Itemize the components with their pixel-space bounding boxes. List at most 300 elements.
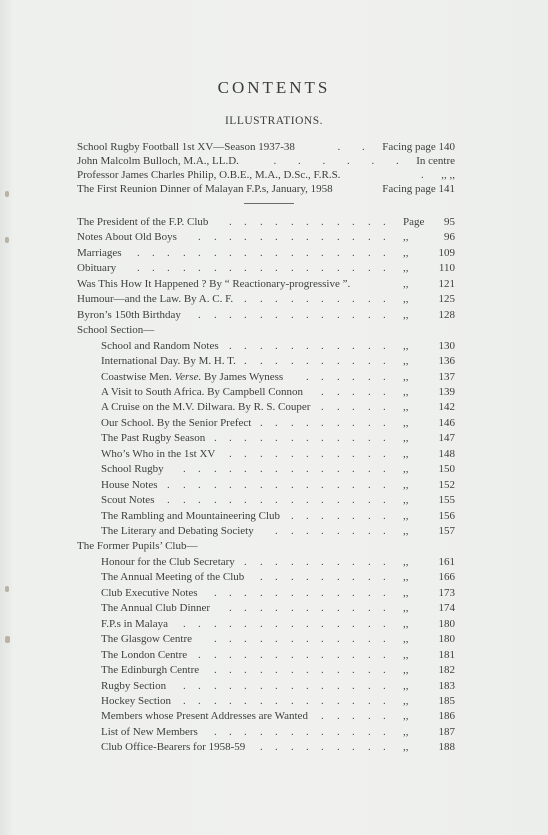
leader-dot: . [321, 479, 324, 491]
leader-dot: . [368, 633, 371, 645]
leader-dot: . [260, 695, 263, 707]
leader-dot: . [352, 587, 355, 599]
leader-dot: . [352, 664, 355, 676]
leader-dot: . [337, 695, 340, 707]
leader-dot: . [383, 510, 386, 522]
leader-dot: . [260, 649, 263, 661]
leader-dot: . [368, 726, 371, 738]
leader-dot: . [352, 649, 355, 661]
leader-dot: . [337, 726, 340, 738]
leader-dot: . [275, 309, 278, 321]
leader-dot: . [337, 571, 340, 583]
leader-dot: . [244, 633, 247, 645]
leader-dot: . [291, 494, 294, 506]
contents-entry [77, 308, 455, 322]
leader-dot: . [260, 602, 263, 614]
leader-dot: . [368, 602, 371, 614]
leader-dot: . [352, 510, 355, 522]
leader-dot: . [291, 262, 294, 274]
leader-dot: . [352, 216, 355, 228]
leader-dot: . [244, 726, 247, 738]
leader-dot: . [244, 602, 247, 614]
leader-dot: . [291, 463, 294, 475]
leader-dot: . [260, 618, 263, 630]
leader-dot: . [306, 602, 309, 614]
entry-title: Obituary [77, 262, 117, 274]
leader-dot: . [244, 556, 247, 568]
leader-dot: . [352, 247, 355, 259]
leader-dot: . [337, 664, 340, 676]
leader-dot: . [337, 525, 340, 537]
entry-title: School Rugby [101, 463, 164, 475]
leader-dot: . [229, 309, 232, 321]
leader-dot: . [383, 479, 386, 491]
leader-dot: . [275, 726, 278, 738]
page-label: Page [403, 216, 425, 228]
leader-dot: . [383, 293, 386, 305]
leader-dot: . [214, 494, 217, 506]
leader-dot: . [291, 680, 294, 692]
leader-dot: . [275, 448, 278, 460]
leader-dot: . [137, 247, 140, 259]
entry-title: List of New Members [101, 726, 198, 738]
leader-dot: . [321, 231, 324, 243]
leader-dot: . [214, 695, 217, 707]
leader-dot: . [275, 587, 278, 599]
contents-entry [101, 524, 455, 538]
leader-dot: . [321, 494, 324, 506]
illustration-location: Facing page 141 [382, 183, 455, 195]
leader-dot: . [306, 556, 309, 568]
leader-dot: . [383, 587, 386, 599]
leader-dot: . [291, 293, 294, 305]
leader-dot: . [229, 463, 232, 475]
page-number: 157 [438, 525, 455, 537]
leader-dot: . [198, 262, 201, 274]
leader-dot: . [260, 293, 263, 305]
leader-dot: . [275, 355, 278, 367]
leader-dot: . [368, 680, 371, 692]
leader-dot: . [321, 371, 324, 383]
leader-dot: . [275, 633, 278, 645]
leader-dot: . [337, 432, 340, 444]
leader-dot: . [383, 602, 386, 614]
leader-dot: . [321, 571, 324, 583]
ditto-mark: ,, [403, 680, 409, 692]
leader-dot: . [321, 587, 324, 599]
leader-dot: . [214, 432, 217, 444]
page-number: 182 [438, 664, 455, 676]
leader-dot: . [368, 417, 371, 429]
leader-dot: . [244, 355, 247, 367]
entry-title: The Rambling and Mountaineering Club [101, 510, 281, 522]
leader-dot: . [229, 432, 232, 444]
page-number: 181 [438, 649, 455, 661]
leader-dot: . [260, 247, 263, 259]
leader-dot: . [275, 479, 278, 491]
ditto-mark: ,, [403, 340, 409, 352]
leader-dot: . [306, 216, 309, 228]
entry-title: The President of the F.P. Club [77, 216, 209, 228]
ditto-mark: ,, [403, 386, 409, 398]
paper-blemish [5, 237, 9, 243]
leader-dot: . [306, 741, 309, 753]
leader-dot: . [383, 649, 386, 661]
ditto-mark: ,, [403, 741, 409, 753]
leader-dot: . [291, 695, 294, 707]
leader-dot: . [306, 463, 309, 475]
entry-title: International Day. By M. H. T. [101, 355, 236, 367]
contents-entry [77, 292, 455, 306]
contents-entry [101, 601, 455, 615]
leader-dot: . [275, 680, 278, 692]
leader-dot: . [368, 216, 371, 228]
leader-dot: . [260, 340, 263, 352]
page-number: 174 [438, 602, 455, 614]
leader-dot: . [352, 710, 355, 722]
leader-dot: . [321, 602, 324, 614]
leader-dot: . [321, 386, 324, 398]
leader-dot: . [167, 494, 170, 506]
leader-dot: . [291, 417, 294, 429]
ditto-mark: ,, [403, 448, 409, 460]
leader-dot: . [244, 618, 247, 630]
leader-dot: . [291, 525, 294, 537]
leader-dot: . [337, 247, 340, 259]
page-number: 121 [438, 278, 455, 290]
illustrations-heading: ILLUSTRATIONS. [224, 115, 324, 127]
leader-dot: . [321, 556, 324, 568]
leader-dot: . [183, 494, 186, 506]
leader-dot: . [291, 649, 294, 661]
leader-dot: . [337, 494, 340, 506]
leader-dot: . [337, 340, 340, 352]
leader-dot: . [291, 726, 294, 738]
entry-title: The Annual Meeting of the Club [101, 571, 245, 583]
leader-dot: . [152, 262, 155, 274]
leader-dot: . [368, 556, 371, 568]
page-number: 139 [438, 386, 455, 398]
leader-dot: . [244, 680, 247, 692]
leader-dot: . [321, 216, 324, 228]
leader-dot: . [229, 633, 232, 645]
leader-dot: . [368, 741, 371, 753]
contents-entry [101, 725, 455, 739]
leader-dot: . [383, 448, 386, 460]
leader-dot: . [229, 618, 232, 630]
entry-title: School and Random Notes [101, 340, 219, 352]
leader-dot: . [275, 618, 278, 630]
leader-dot: . [291, 602, 294, 614]
leader-dot: . [337, 479, 340, 491]
leader-dot: . [291, 309, 294, 321]
ditto-mark: ,, [403, 479, 409, 491]
entry-title: The Glasgow Centre [101, 633, 193, 645]
leader-dot: . [368, 479, 371, 491]
contents-entry [101, 478, 455, 492]
leader-dot: . [291, 231, 294, 243]
entry-title: The Annual Club Dinner [101, 602, 211, 614]
ditto-mark: ,, [403, 494, 409, 506]
leader-dot: . [260, 571, 263, 583]
contents-entry [101, 632, 455, 646]
leader-dot: . [321, 309, 324, 321]
leader-dot: . [275, 602, 278, 614]
ditto-mark: ,, [403, 432, 409, 444]
leader-dot: . [321, 293, 324, 305]
contents-entry [101, 694, 455, 708]
leader-dot: . [275, 525, 278, 537]
leader-dot: . [183, 680, 186, 692]
leader-dot: . [368, 293, 371, 305]
leader-dot: . [337, 633, 340, 645]
leader-dot: . [275, 340, 278, 352]
leader-dot: . [229, 649, 232, 661]
ditto-mark: ,, [403, 726, 409, 738]
leader-dot: . [214, 618, 217, 630]
leader-dot: . [337, 556, 340, 568]
leader-dot: . [275, 463, 278, 475]
page-number: 128 [438, 309, 455, 321]
leader-dot: . [337, 680, 340, 692]
leader-dot: . [167, 247, 170, 259]
contents-entry [101, 555, 455, 569]
leader-dot: . [244, 463, 247, 475]
leader-dot: . [229, 680, 232, 692]
entry-title: Rugby Section [101, 680, 167, 692]
leader-dot: . [275, 432, 278, 444]
leader-dot: . [383, 726, 386, 738]
leader-dot: . [383, 571, 386, 583]
leader-dot: . [368, 448, 371, 460]
entry-title: Members whose Present Addresses are Wanted [101, 710, 308, 722]
ditto-mark: ,, [403, 649, 409, 661]
leader-dot: . [321, 463, 324, 475]
leader-dot: . [352, 633, 355, 645]
leader-dot: . [306, 355, 309, 367]
contents-entry [101, 648, 455, 662]
leader-dot: . [383, 432, 386, 444]
leader-dot: . [368, 355, 371, 367]
contents-entry [101, 740, 455, 754]
leader-dot: . [291, 479, 294, 491]
leader-dot: . [306, 649, 309, 661]
leader-dot: . [291, 633, 294, 645]
leader-dot: . [352, 448, 355, 460]
page-number: 187 [438, 726, 455, 738]
leader-dot: . [198, 695, 201, 707]
leader-dot: . [352, 262, 355, 274]
leader-dot: . [306, 231, 309, 243]
leader-dot: . [275, 741, 278, 753]
leader-dot: . [352, 340, 355, 352]
contents-entry [101, 370, 455, 384]
entry-title: Our School. By the Senior Prefect [101, 417, 252, 429]
ditto-mark: ,, [403, 231, 409, 243]
leader-dot: . [152, 247, 155, 259]
leader-dot: . [229, 216, 232, 228]
page-number: 142 [438, 401, 455, 413]
leader-dot: . [383, 340, 386, 352]
leader-dot: . [214, 247, 217, 259]
leader-dot: . [306, 664, 309, 676]
page-number: 186 [438, 710, 455, 722]
leader-dot: . [306, 633, 309, 645]
entry-title: The Literary and Debating Society [101, 525, 254, 537]
contents-entry [101, 586, 455, 600]
leader-dot: . [260, 556, 263, 568]
ditto-mark: ,, [403, 463, 409, 475]
leader-dot: . [229, 247, 232, 259]
page-number: 166 [438, 571, 455, 583]
leader-dot: . [291, 587, 294, 599]
leader-dot: . [214, 680, 217, 692]
entry-title: Notes About Old Boys [77, 231, 177, 243]
leader-dot: . [368, 710, 371, 722]
leader-dot: . [368, 587, 371, 599]
leader-dot: . [368, 247, 371, 259]
leader-dot: . [352, 309, 355, 321]
leader-dot: . [291, 340, 294, 352]
page-number: 96 [444, 231, 455, 243]
leader-dot: . [368, 695, 371, 707]
entry-title: The Past Rugby Season [101, 432, 206, 444]
leader-dot: . [260, 494, 263, 506]
illustration-entry [77, 154, 455, 168]
leader-dot: . [214, 587, 217, 599]
leader-dot: . [337, 602, 340, 614]
leader-dot: . [183, 247, 186, 259]
leader-dot: . [244, 293, 247, 305]
leader-dot: . [214, 463, 217, 475]
contents-entry [101, 431, 455, 445]
leader-dot: . [321, 710, 324, 722]
leader-dot: . [368, 649, 371, 661]
leader-dot: . [260, 726, 263, 738]
leader-dot: . [306, 587, 309, 599]
contents-entry [101, 679, 455, 693]
leader-dot: . [275, 571, 278, 583]
leader-dot: . [383, 371, 386, 383]
contents-heading: CONTENTS [217, 78, 331, 97]
leader-dot: . [214, 726, 217, 738]
leader-dot: . [244, 216, 247, 228]
page-number: 180 [438, 633, 455, 645]
leader-dot: . [214, 262, 217, 274]
leader-dot: . [244, 587, 247, 599]
leader-dot: . [337, 371, 340, 383]
leader-dot: . [352, 695, 355, 707]
leader-dot: . [244, 309, 247, 321]
contents-entry [101, 509, 455, 523]
entry-title: Club Executive Notes [101, 587, 198, 599]
leader-dot: . [214, 309, 217, 321]
leader-dot: . [383, 494, 386, 506]
leader-dot: . [352, 556, 355, 568]
leader-dot: . [260, 664, 263, 676]
leader-dot: . [337, 649, 340, 661]
leader-dot: . [306, 726, 309, 738]
dot-leader: . . . . . . [273, 155, 409, 167]
leader-dot: . [352, 432, 355, 444]
leader-dot: . [321, 262, 324, 274]
leader-dot: . [229, 262, 232, 274]
entry-title: House Notes [101, 479, 158, 491]
leader-dot: . [368, 401, 371, 413]
leader-dot: . [337, 417, 340, 429]
leader-dot: . [321, 340, 324, 352]
leader-dot: . [383, 401, 386, 413]
leader-dot: . [167, 262, 170, 274]
leader-dot: . [383, 525, 386, 537]
leader-dot: . [260, 587, 263, 599]
page-number: 180 [438, 618, 455, 630]
contents-entry [101, 339, 455, 353]
leader-dot: . [183, 262, 186, 274]
leader-dot: . [275, 649, 278, 661]
leader-dot: . [383, 463, 386, 475]
page-number: 146 [438, 417, 455, 429]
contents-entry [77, 230, 455, 244]
illustration-entry [77, 168, 455, 182]
contents-entry [101, 493, 455, 507]
leader-dot: . [244, 448, 247, 460]
leader-dot: . [352, 355, 355, 367]
leader-dot: . [321, 510, 324, 522]
entry-title: Hockey Section [101, 695, 171, 707]
leader-dot: . [244, 340, 247, 352]
leader-dot: . [214, 479, 217, 491]
page-number: 125 [438, 293, 455, 305]
leader-dot: . [260, 741, 263, 753]
contents-entry [101, 416, 455, 430]
leader-dot: . [337, 293, 340, 305]
leader-dot: . [383, 664, 386, 676]
entry-title: The Former Pupils’ Club— [77, 540, 198, 552]
ditto-mark: ,, [403, 278, 409, 290]
leader-dot: . [229, 726, 232, 738]
entry-title: A Visit to South Africa. By Campbell Connon [101, 386, 304, 398]
leader-dot: . [352, 741, 355, 753]
leader-dot: . [306, 680, 309, 692]
illustration-location: ,, ,, [441, 169, 455, 181]
leader-dot: . [321, 417, 324, 429]
leader-dot: . [275, 262, 278, 274]
section-divider [244, 203, 294, 204]
leader-dot: . [306, 417, 309, 429]
leader-dot: . [291, 741, 294, 753]
leader-dot: . [383, 680, 386, 692]
leader-dot: . [229, 494, 232, 506]
leader-dot: . [352, 602, 355, 614]
leader-dot: . [321, 247, 324, 259]
leader-dot: . [275, 216, 278, 228]
leader-dot: . [244, 262, 247, 274]
ditto-mark: ,, [403, 556, 409, 568]
leader-dot: . [368, 510, 371, 522]
leader-dot: . [291, 216, 294, 228]
leader-dot: . [183, 463, 186, 475]
leader-dot: . [383, 247, 386, 259]
leader-dot: . [337, 262, 340, 274]
leader-dot: . [260, 417, 263, 429]
leader-dot: . [383, 231, 386, 243]
leader-dot: . [306, 340, 309, 352]
paper-blemish [5, 586, 9, 592]
entry-title: School Section— [77, 324, 155, 336]
leader-dot: . [183, 618, 186, 630]
leader-dot: . [306, 247, 309, 259]
